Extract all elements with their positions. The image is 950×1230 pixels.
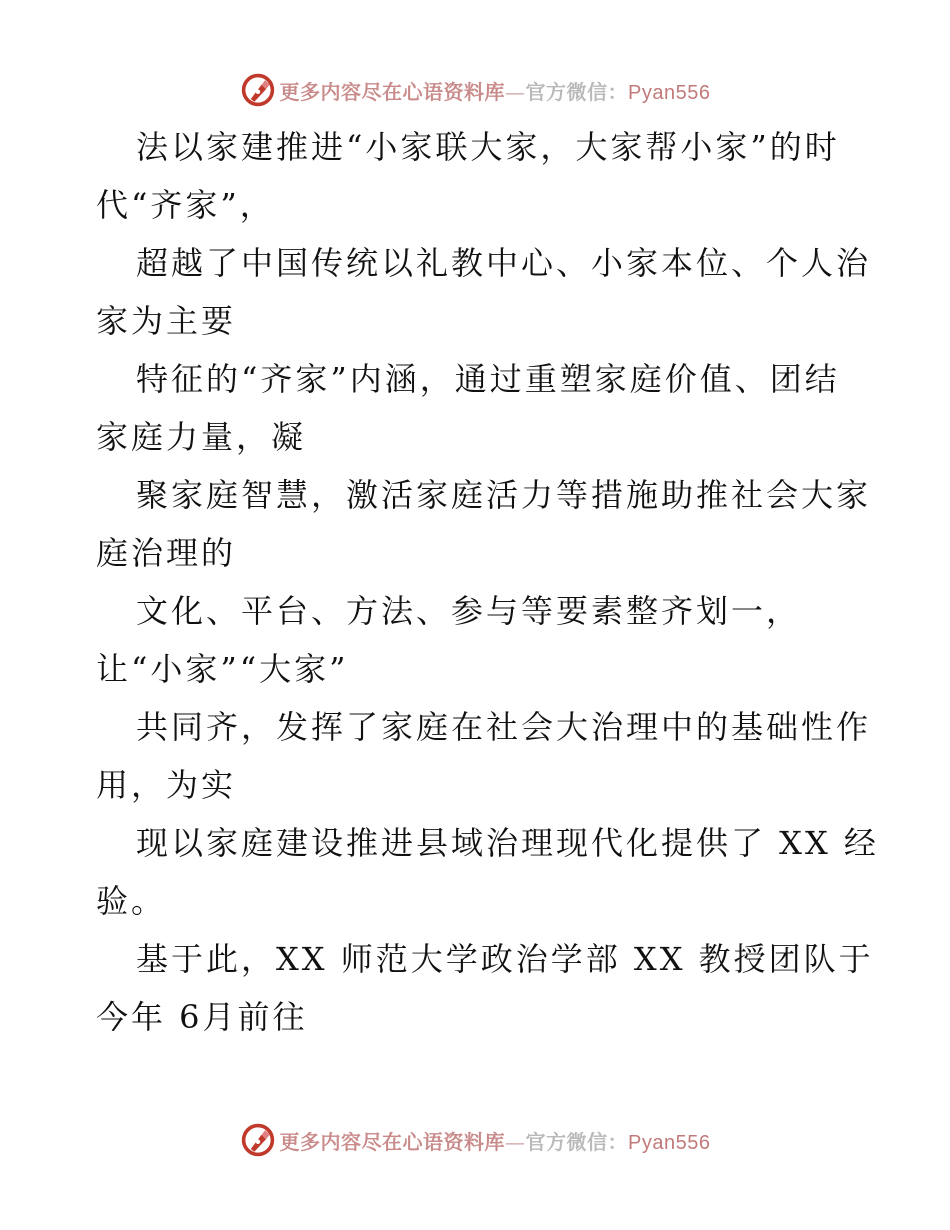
header-text	[280, 76, 711, 105]
text-line: 超越了中国传统以礼教中心、小家本位、个人治	[136, 244, 872, 282]
text-line: 代“齐家”，	[96, 186, 275, 224]
text-line: 共同齐，发挥了家庭在社会大治理中的基础性作	[136, 708, 872, 746]
text-line: 今年 6月前往	[96, 998, 308, 1036]
text-line: 特征的“齐家”内涵，通过重塑家庭价值、团结	[136, 360, 840, 398]
pen-logo-icon	[240, 1122, 276, 1158]
footer-wechat-label: 官方微信：	[525, 1129, 629, 1154]
text-line: 聚家庭智慧，激活家庭活力等措施助推社会大家	[136, 476, 872, 514]
footer-text	[280, 1126, 711, 1155]
text-line: 让“小家”“大家”	[96, 650, 349, 688]
footer-banner	[0, 1120, 950, 1160]
header-banner	[0, 70, 950, 110]
footer-wechat-id: Pyan556	[628, 1131, 711, 1154]
text-line: 文化、平台、方法、参与等要素整齐划一，	[136, 592, 802, 630]
header-dash: —	[505, 79, 526, 104]
text-line: 用，为实	[96, 766, 237, 804]
header-site-name: 更多内容尽在心语资料库	[279, 79, 506, 104]
footer-dash: —	[505, 1129, 526, 1154]
header-wechat-label: 官方微信：	[525, 79, 629, 104]
text-line: 现以家庭建设推进县域治理现代化提供了 XX 经	[136, 824, 879, 862]
text-line: 基于此，XX 师范大学政治学部 XX 教授团队于	[136, 940, 874, 978]
pen-logo-icon	[240, 72, 276, 108]
footer-site-name: 更多内容尽在心语资料库	[279, 1129, 506, 1154]
text-line: 家为主要	[96, 302, 237, 340]
header-wechat-id: Pyan556	[628, 81, 711, 104]
text-line: 验。	[96, 882, 167, 920]
text-line: 法以家建推进“小家联大家，大家帮小家”的时	[136, 128, 840, 166]
text-line: 庭治理的	[96, 534, 237, 572]
document-body	[96, 118, 879, 1046]
text-line: 家庭力量，凝	[96, 418, 307, 456]
